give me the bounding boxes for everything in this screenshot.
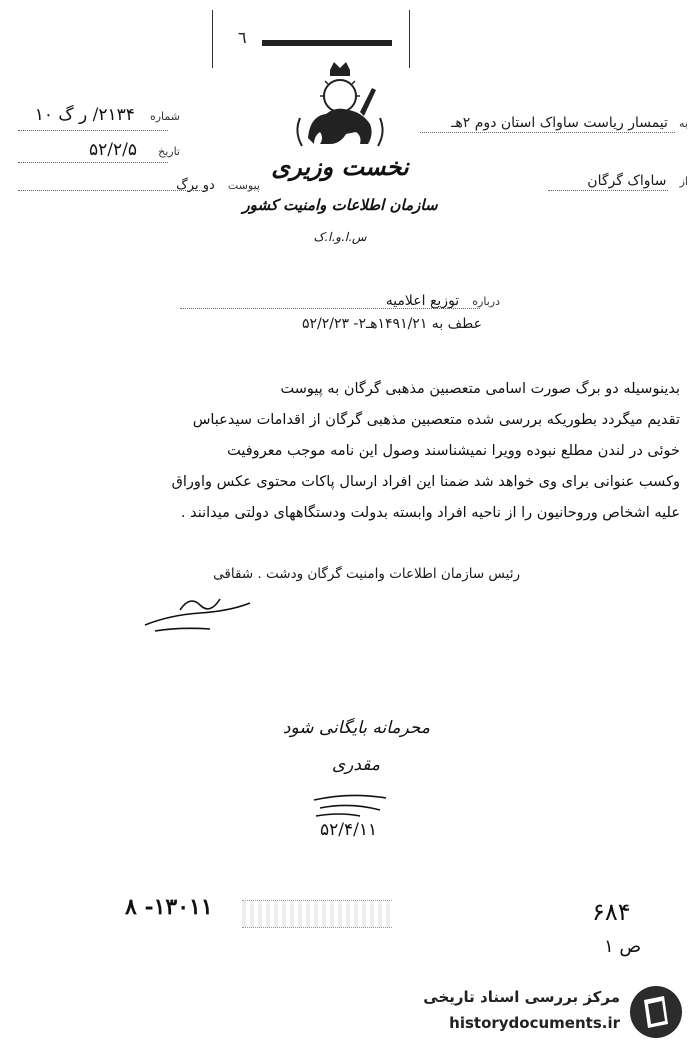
to-label: به xyxy=(679,117,688,130)
date-label: تاریخ xyxy=(158,145,180,158)
to-underline xyxy=(420,132,675,133)
reference-line: عطف به ۱۴۹۱/۲۱هـ۲- ۵۲/۲/۲۳ xyxy=(301,316,482,332)
watermark-title: مرکز بررسی اسناد تاریخی xyxy=(423,988,620,1006)
lion-sun-emblem-icon xyxy=(290,58,390,158)
to-value: تیمسار ریاست ساواک استان دوم ۲هـ xyxy=(451,115,668,131)
watermark-logo-icon xyxy=(628,984,684,1040)
letter-body xyxy=(40,374,680,529)
body-line-5: علیه اشخاص وروحانیون را از ناحیه افراد وابسته بدولت ودستگاههای دولتی میدانند . xyxy=(180,505,680,521)
footer-redaction xyxy=(242,900,392,928)
body-line-1: بدینوسیله دو برگ صورت اسامی متعصبین مذهبی گرگان به پیوست xyxy=(280,381,680,397)
annotation-scribble xyxy=(310,790,390,820)
body-line-2: تقدیم میگردد بطوریکه بررسی شده متعصبین مذهبی گرگان از اقدامات سیدعباس xyxy=(192,412,680,428)
from-label: از xyxy=(679,175,688,188)
footer-code: ۸ -۱۳۰۱۱ xyxy=(125,894,213,920)
top-stamp-mark: ٦ xyxy=(238,28,247,47)
number-value: ۲۱۳۴/ ر گ ۱۰ xyxy=(34,105,135,125)
subject-underline xyxy=(180,308,480,309)
annotation-date: ۵۲/۴/۱۱ xyxy=(320,820,378,840)
number-row xyxy=(20,105,180,125)
number-underline xyxy=(18,130,168,131)
body-line-3: خوئی در لندن مطلع نبوده وویرا نمیشناسند وصول این نامه موجب معروفیت xyxy=(227,443,680,459)
signature-title: رئیس سازمان اطلاعات وامنیت گرگان ودشت . شقاقی xyxy=(213,566,520,582)
body-line-4: وکسب عنوانی برای وی خواهد شد ضمنا این افراد ارسال پاکات محتوی عکس واوراق xyxy=(171,474,680,490)
from-value: ساواک گرگان xyxy=(587,173,667,189)
watermark xyxy=(398,980,690,1042)
from-row xyxy=(490,170,688,189)
from-underline xyxy=(548,190,668,191)
date-value: ۵۲/۲/۵ xyxy=(89,140,138,160)
signature-scribble xyxy=(140,585,260,635)
number-label: شماره xyxy=(149,110,180,123)
attachment-value: دو برگ xyxy=(176,178,215,193)
annotation-line2: مقدری xyxy=(331,755,380,775)
emblem-org-line2: سازمان اطلاعات وامنیت کشور xyxy=(242,196,438,214)
subject-label: درباره xyxy=(472,295,500,308)
subject-value: توزیع اعلامیه xyxy=(385,293,460,309)
footer-right-sub: ص ۱ xyxy=(604,936,642,957)
date-underline xyxy=(18,162,168,163)
date-row xyxy=(20,140,180,160)
footer-right-number: ۶۸۴ xyxy=(592,898,631,926)
emblem-org-line1: نخست وزیری xyxy=(271,152,409,181)
attachment-underline xyxy=(18,190,208,191)
annotation-line1: محرمانه بایگانی شود xyxy=(282,718,430,738)
to-row xyxy=(400,112,688,131)
emblem-org-code: س.ا.و.ا.ک xyxy=(313,230,367,244)
attachment-label: پیوست xyxy=(227,179,260,192)
watermark-url: historydocuments.ir xyxy=(449,1014,620,1032)
subject-row xyxy=(250,290,500,309)
